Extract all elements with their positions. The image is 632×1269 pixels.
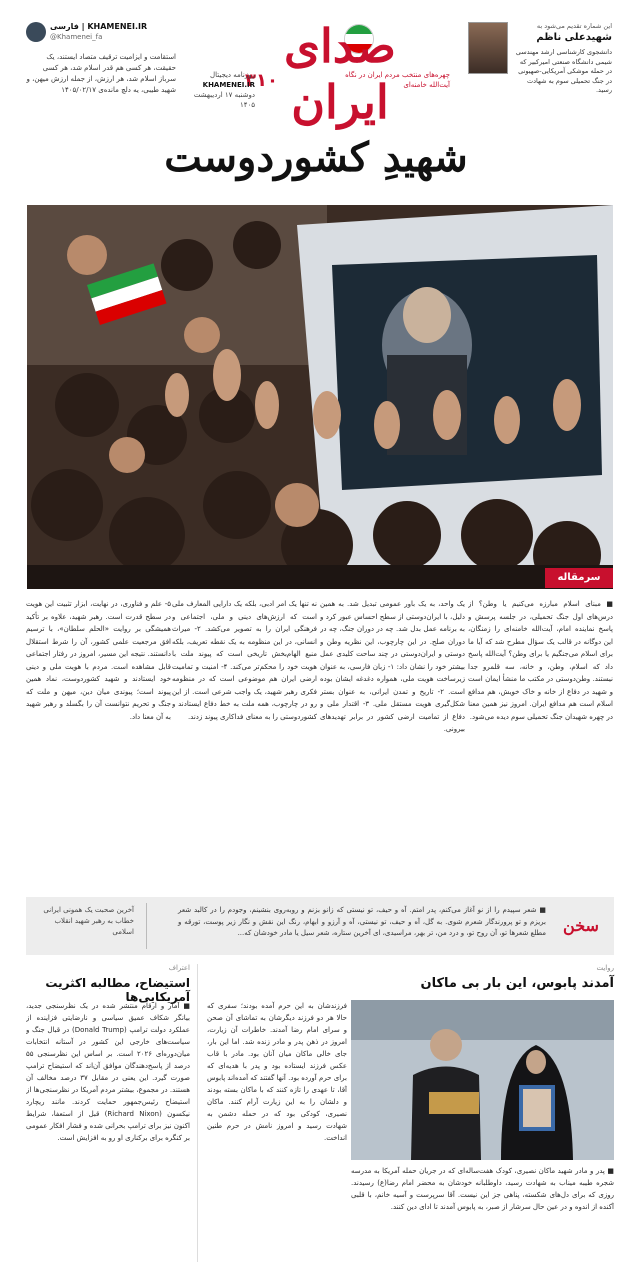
issue-number: ۳۱۰ — [245, 70, 278, 91]
tweet-text: استقامت و ایزامیت ترقیف متصاد ایستند، یک حقیقت، هر کسی هم قدر اسلام شد، هر کسی سرباز اسلام شد، هر ارزش، از جمله ارزش میهن، و شهید طیبی، یه دلچ مانده‌ی ۱۴۰۵/۰۲/۱۷ — [26, 53, 176, 94]
tweet-box — [26, 22, 176, 132]
story-left-kicker: اعتراف — [168, 964, 190, 972]
parents-photo-illustration — [351, 1000, 614, 1160]
masthead-tagline: چهره‌های منتخب مردم ایران در نگاه آیت‌الله خامنه‌ای — [345, 71, 450, 89]
strip-side-text: آخرین صحبت یک همونی ایرانی خطاب به رهبر شهید انقلاب اسلامی — [43, 906, 134, 936]
martyr-dedication-box — [468, 22, 614, 132]
story-right-photo — [351, 1000, 614, 1160]
story-left-title: استیضاح، مطالبه اکثریت آمریکایی‌ها — [45, 976, 190, 1004]
martyr-name: شهیدعلی ناظم — [536, 32, 612, 43]
editorial-tag: سرمقاله — [545, 568, 613, 588]
martyr-bio: دانشجوی کارشناسی ارشد مهندسی شیمی دانشگاه صنعتی امیرکبیر که در حمله موشکی آمریکایی-صهیونی در جنگ تحمیلی سوم به شهادت رسید. — [515, 48, 612, 94]
strip-divider — [146, 903, 147, 949]
martyr-kicker: این شماره تقدیم می‌شود به — [536, 22, 612, 30]
article-column-2: یک واحد، به یک باور عمومی تبدیل شد. به همین دلیل، با ایران‌دوستی از سطح احساس عبور کرد و به برنامه عمل بدل شد. چه در دوران جنگ، چه در دوران صلح. در این چارچوب، این نظریه وطن و دوستی و ایران‌دوستی در چند ساحت کلیدی عمل بیشتر خود را نشان داد: ۱- زبان فارسی، به عنوان زیرساخت هویت ملی، همواره دغدغه ایشان بوده است. ۲- تاریخ و تمدن ایرانی، به عنوان بستر شکل‌گیری هویت مستقل ملی. ۳- اقتدار ملی و دفاع از تمامیت ارضی کشور در برابر تهدیدهای بیرونی. — [320, 600, 465, 733]
quote-strip — [26, 897, 614, 955]
strip-quote-text: ■ شعر سپیدم را از نو آغاز می‌کنم، پدر امتم. آه و حیف، تو نیستی که زانو بزنم و روبه‌روی بنشینم، وجودم را در کالبد شعر بریزم و تو پرورندگار شعرم شوی. به گل، آه و حیف، تو نیستی، آه و آرزو و ابهام، رنگ این نقش و نگار زیر پوست، تورقه و مطلع شعرها تو، آن روح تو، و درد من، تر بهر، مراسیدی، ای آخرین ستاره، شعر سیل یا مادر خودشان که... — [178, 906, 546, 937]
avatar — [26, 22, 46, 42]
article-column-4: ۵- علم و فناوری، در نهایت، ابزار تثبیت این هویت در سطح قدرت است. رهبر شهید، علاوه بر تأکید همیشگی بر روایت «الحلم سلطان»، با ترسیم افق مرجعیت علمی کشور، آن را شرط استقلال دانستند. نتیجه این مسیر، امروز در رفتار اجتماعی قابل مشاهده است. مردم با هویت ملی و دینی خود ایستادند و شهید کشوردوست، نماد همین پیوند است؛ پیوندی میان دین، میهن و ملت که جنگ و تحریم نتوانست آن را بگسلد و رهبر شهید به آن معنا داد. — [26, 600, 171, 721]
story-divider — [197, 964, 198, 1262]
story-left-text: ■ آمار و ارقام منتشر شده در یک نظرسنجی جدید، بیانگر شکاف عمیق سیاسی و نارضایتی فزاینده از عملکرد دولت ترامپ (Donald Trump) در قبال جنگ و سیاست‌های خارجی این کشور در آستانه انتخابات میان‌دوره‌ای ۲۰۲۶ است. بر اساس این نظرسنجی ۵۵ درصد از پاسخ‌دهندگان موافق آن‌اند که استیضاح ترامپ صورت گیرد. این یعنی در مقابل ۳۷ درصد مخالف آن هستند. در مجموع، بیشتر مردم آمریکا در نظرسنجی‌ها از استیضاح رئیس‌جمهور حمایت کردند. مانند ریچارد نیکسون (Richard Nixon) قبل از استعفا، شرایط اکنون نیز برای ترامپ بحرانی شده و فشار افکار عمومی بر کنگره برای برکناری او رو به افزایش است. — [26, 1002, 190, 1142]
story-right-column: فرزندشان به این حرم آمده بودند؛ سفری که حالا هر دو فرزند دیگرشان به تماشای آن صحن و سرای امام رضا آمدند. خاطرات آن زیارت، امروز در ذهن پدر و مادر زنده شد. اما این بار، جای خالی ماکان میان آنان بود. مادر با قاب عکس فرزند ایستاده بود و پدر با هدیه‌ای که برای حرم آورده بود. آنها گفتند که آمده‌اند پابوس آقا، تا عهدی را تازه کنند که با ماکان بسته بودند و دلشان را به این زیارت آرام کنند. ماکان نصیری، کودکی بود که در حمله دشمن به شهادت رسید و امروز نامش در حرم طنین انداخت. — [207, 1002, 347, 1142]
article-column-1: ■ مبنای اسلام مبارزه می‌کنیم یا وطن؟ از درس‌های اول جنگ تحمیلی، در جلسه پرسش و پاسخ نماینده امام، آیت‌الله خامنه‌ای را زمنگان، این دوگانه در قالب یک سؤال مطرح شد که آیا ما برای اسلام می‌جنگیم یا برای وطن؟ آیت‌الله پاسخ داد که اسلام، وطن، و خانه، سه قلمرو جدا نیستند. وطن‌دوستی در مکتب ما منشأ ایمان است و شهید در دفاع از خانه و خاک خویش، هم مدافع اسلام است هم مدافع ایران. امروز نیز همین معنا در چهره شهیدان جنگ تحمیلی سوم دیده می‌شود. — [468, 600, 613, 721]
masthead-info — [185, 70, 255, 110]
masthead-label: روزنامه دیجیتال — [210, 71, 255, 79]
tweet-account-name: KHAMENEI.IR | فارسی — [50, 22, 148, 31]
masthead-date: دوشنبه ۱۷ اردیبهشت ۱۴۰۵ — [193, 91, 255, 109]
main-headline: شهیدِ کشوردوست — [164, 134, 468, 181]
tweet-handle: @Khamenei_fa — [50, 33, 103, 41]
sokhan-logo-text: سخن — [563, 916, 599, 935]
main-photo — [27, 205, 613, 589]
article-column-3: نه تنها یک امر ادبی، بلکه یک دارایی المعارف ملی است که ارزش‌های دینی و ملی، اجتماعی و فرهنگی ایران را به تصویر می‌کشد. ۲- میراث انسانی، در این منظومه به یک نقطه تعریف، بلکه منبع الهام‌بخش تاریخی است که پیوند ملت با هویت خود را محکم‌تر می‌کند. ۴- امنیت و تمامیت ارضی ایران هم موضوعی است که در منظومه فکری رهبر شهید، یک واجب شرعی است. از این رو در چارچوب، همه ملت به خط دفاع ایستادند و کشوردوستی را به معنای فداکاری پیوند زدند. — [172, 600, 317, 721]
martyr-photo — [468, 22, 508, 74]
story-right-kicker: روایت — [596, 964, 614, 972]
crowd-photo-illustration — [27, 205, 613, 589]
masthead-site: KHAMENEI.IR — [202, 81, 255, 89]
story-right-lead: ■ پدر و مادر شهید ماکان نصیری، کودک هفت‌ساله‌ای که در جریان حمله آمریکا به مدرسه شجره طیبه میناب به شهادت رسید، داوطلبانه خودشان به محضر امام رضا(ع) رسیدند. روزی که برای دل‌های شکسته، پناهی جز این نیست. آقا سرپرست و آسیه خانم، با قلبی آکنده از اندوه و در عین حال سرشار از صبر، به پابوس آمدند تا ادای دین کنند. — [351, 1167, 614, 1211]
newspaper-logo: صدای ایران — [284, 19, 396, 129]
story-right-title: آمدند پابوس، این بار بی ماکان — [420, 976, 614, 991]
sokhan-logo — [556, 903, 606, 949]
